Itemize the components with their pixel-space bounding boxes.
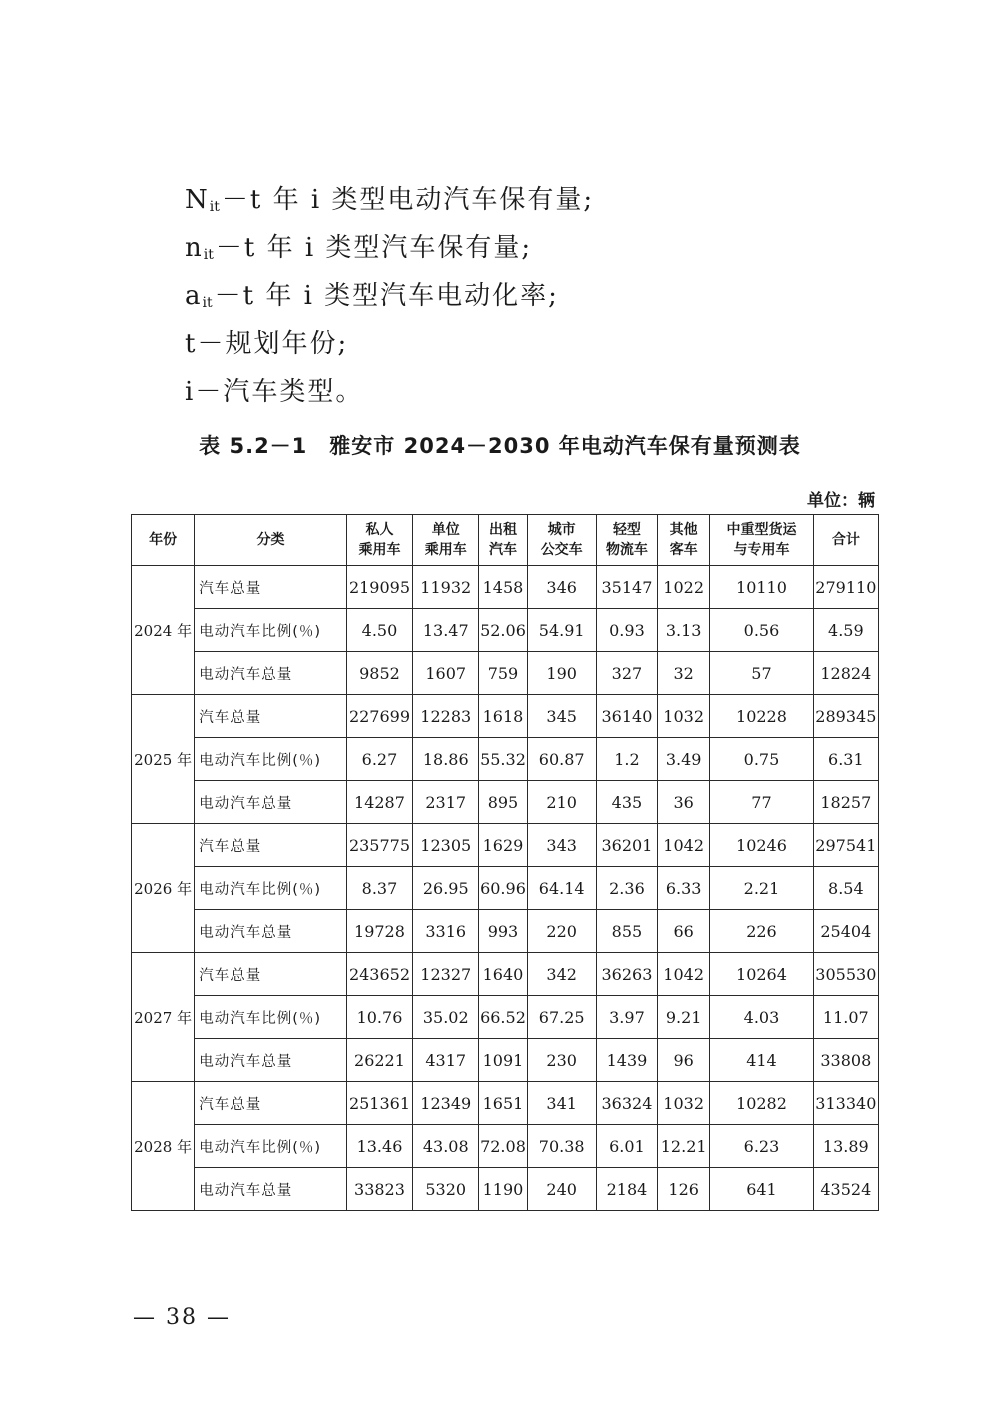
category-cell: 电动汽车比例(％) <box>195 738 347 781</box>
value-cell: 4317 <box>413 1039 479 1082</box>
value-cell: 1022 <box>658 566 710 609</box>
value-cell: 1032 <box>658 695 710 738</box>
value-cell: 35.02 <box>413 996 479 1039</box>
value-cell: 279110 <box>813 566 878 609</box>
value-cell: 4.50 <box>346 609 412 652</box>
category-cell: 电动汽车比例(％) <box>195 996 347 1039</box>
table-row <box>132 738 879 781</box>
value-cell: 243652 <box>346 953 412 996</box>
unit-label: 单位：辆 <box>807 491 875 511</box>
value-cell: 26221 <box>346 1039 412 1082</box>
value-cell: 346 <box>527 566 596 609</box>
value-cell: 10228 <box>710 695 813 738</box>
table-row <box>132 867 879 910</box>
value-cell: 1618 <box>479 695 527 738</box>
value-cell: 6.33 <box>658 867 710 910</box>
value-cell: 32 <box>658 652 710 695</box>
value-cell: 13.46 <box>346 1125 412 1168</box>
value-cell: 96 <box>658 1039 710 1082</box>
value-cell: 35147 <box>596 566 657 609</box>
value-cell: 36263 <box>596 953 657 996</box>
value-cell: 36324 <box>596 1082 657 1125</box>
value-cell: 6.01 <box>596 1125 657 1168</box>
category-cell: 电动汽车总量 <box>195 781 347 824</box>
value-cell: 1629 <box>479 824 527 867</box>
value-cell: 64.14 <box>527 867 596 910</box>
table-body <box>132 566 879 1211</box>
value-cell: 4.03 <box>710 996 813 1039</box>
value-cell: 6.23 <box>710 1125 813 1168</box>
category-cell: 电动汽车总量 <box>195 1168 347 1211</box>
value-cell: 220 <box>527 910 596 953</box>
year-cell: 2027 年 <box>132 953 195 1082</box>
column-header: 轻型 物流车 <box>596 515 657 566</box>
value-cell: 55.32 <box>479 738 527 781</box>
value-cell: 227699 <box>346 695 412 738</box>
def-text: －规划年份; <box>197 329 349 359</box>
table-row <box>132 824 879 867</box>
value-cell: 36140 <box>596 695 657 738</box>
value-cell: 993 <box>479 910 527 953</box>
value-cell: 33808 <box>813 1039 878 1082</box>
category-cell: 电动汽车比例(％) <box>195 1125 347 1168</box>
value-cell: 435 <box>596 781 657 824</box>
category-cell: 汽车总量 <box>195 953 347 996</box>
def-text: －t 年 i 类型电动汽车保有量; <box>221 185 595 215</box>
definition-line <box>185 320 885 368</box>
value-cell: 18257 <box>813 781 878 824</box>
value-cell: 2184 <box>596 1168 657 1211</box>
column-header: 中重型货运 与专用车 <box>710 515 813 566</box>
table-row <box>132 695 879 738</box>
year-cell: 2024 年 <box>132 566 195 695</box>
value-cell: 0.75 <box>710 738 813 781</box>
value-cell: 60.96 <box>479 867 527 910</box>
page-number: — 38 — <box>133 1305 231 1330</box>
value-cell: 12327 <box>413 953 479 996</box>
category-cell: 汽车总量 <box>195 1082 347 1125</box>
column-header: 其他 客车 <box>658 515 710 566</box>
def-symbol: n <box>185 233 204 263</box>
value-cell: 855 <box>596 910 657 953</box>
category-cell: 电动汽车总量 <box>195 910 347 953</box>
column-header: 合计 <box>813 515 878 566</box>
value-cell: 0.93 <box>596 609 657 652</box>
value-cell: 3.97 <box>596 996 657 1039</box>
value-cell: 19728 <box>346 910 412 953</box>
table-row <box>132 1082 879 1125</box>
table-title: 表 5.2－1 雅安市 2024－2030 年电动汽车保有量预测表 <box>199 434 801 458</box>
value-cell: 235775 <box>346 824 412 867</box>
value-cell: 1607 <box>413 652 479 695</box>
value-cell: 18.86 <box>413 738 479 781</box>
column-header: 分类 <box>195 515 347 566</box>
definition-line <box>185 368 885 416</box>
value-cell: 219095 <box>346 566 412 609</box>
value-cell: 43.08 <box>413 1125 479 1168</box>
def-text: －t 年 i 类型汽车电动化率; <box>214 281 559 311</box>
category-cell: 汽车总量 <box>195 566 347 609</box>
column-header: 年份 <box>132 515 195 566</box>
category-cell: 汽车总量 <box>195 695 347 738</box>
value-cell: 3.49 <box>658 738 710 781</box>
value-cell: 8.37 <box>346 867 412 910</box>
value-cell: 230 <box>527 1039 596 1082</box>
value-cell: 251361 <box>346 1082 412 1125</box>
table-row <box>132 652 879 695</box>
value-cell: 341 <box>527 1082 596 1125</box>
value-cell: 759 <box>479 652 527 695</box>
value-cell: 54.91 <box>527 609 596 652</box>
value-cell: 66.52 <box>479 996 527 1039</box>
value-cell: 297541 <box>813 824 878 867</box>
table-row <box>132 1125 879 1168</box>
value-cell: 6.27 <box>346 738 412 781</box>
value-cell: 305530 <box>813 953 878 996</box>
value-cell: 43524 <box>813 1168 878 1211</box>
category-cell: 汽车总量 <box>195 824 347 867</box>
value-cell: 26.95 <box>413 867 479 910</box>
value-cell: 10110 <box>710 566 813 609</box>
value-cell: 1042 <box>658 824 710 867</box>
value-cell: 70.38 <box>527 1125 596 1168</box>
value-cell: 77 <box>710 781 813 824</box>
value-cell: 12824 <box>813 652 878 695</box>
value-cell: 57 <box>710 652 813 695</box>
def-symbol: N <box>185 185 210 215</box>
table-row <box>132 609 879 652</box>
value-cell: 10264 <box>710 953 813 996</box>
year-cell: 2026 年 <box>132 824 195 953</box>
value-cell: 9852 <box>346 652 412 695</box>
value-cell: 1640 <box>479 953 527 996</box>
value-cell: 72.08 <box>479 1125 527 1168</box>
def-text: －t 年 i 类型汽车保有量; <box>215 233 533 263</box>
value-cell: 345 <box>527 695 596 738</box>
value-cell: 0.56 <box>710 609 813 652</box>
value-cell: 10246 <box>710 824 813 867</box>
value-cell: 33823 <box>346 1168 412 1211</box>
year-cell: 2025 年 <box>132 695 195 824</box>
value-cell: 5320 <box>413 1168 479 1211</box>
value-cell: 66 <box>658 910 710 953</box>
category-cell: 电动汽车比例(％) <box>195 609 347 652</box>
column-header: 单位 乘用车 <box>413 515 479 566</box>
value-cell: 126 <box>658 1168 710 1211</box>
value-cell: 10282 <box>710 1082 813 1125</box>
value-cell: 12283 <box>413 695 479 738</box>
table-row <box>132 953 879 996</box>
value-cell: 36201 <box>596 824 657 867</box>
value-cell: 226 <box>710 910 813 953</box>
def-symbol: i <box>185 377 196 407</box>
value-cell: 36 <box>658 781 710 824</box>
def-subscript: it <box>202 295 213 311</box>
value-cell: 1032 <box>658 1082 710 1125</box>
value-cell: 11.07 <box>813 996 878 1039</box>
value-cell: 414 <box>710 1039 813 1082</box>
value-cell: 14287 <box>346 781 412 824</box>
column-header: 私人 乘用车 <box>346 515 412 566</box>
def-subscript: it <box>209 199 220 215</box>
def-symbol: t <box>185 329 198 359</box>
value-cell: 13.47 <box>413 609 479 652</box>
ev-forecast-table <box>131 514 879 1211</box>
definition-line <box>185 224 885 272</box>
value-cell: 8.54 <box>813 867 878 910</box>
definition-line <box>185 272 885 320</box>
value-cell: 343 <box>527 824 596 867</box>
table-row <box>132 781 879 824</box>
value-cell: 12305 <box>413 824 479 867</box>
def-text: －汽车类型。 <box>195 377 364 407</box>
value-cell: 289345 <box>813 695 878 738</box>
category-cell: 电动汽车总量 <box>195 652 347 695</box>
def-symbol: a <box>185 281 203 311</box>
value-cell: 240 <box>527 1168 596 1211</box>
value-cell: 60.87 <box>527 738 596 781</box>
column-header: 城市 公交车 <box>527 515 596 566</box>
value-cell: 52.06 <box>479 609 527 652</box>
value-cell: 895 <box>479 781 527 824</box>
value-cell: 6.31 <box>813 738 878 781</box>
value-cell: 1439 <box>596 1039 657 1082</box>
value-cell: 4.59 <box>813 609 878 652</box>
value-cell: 1458 <box>479 566 527 609</box>
value-cell: 1042 <box>658 953 710 996</box>
value-cell: 25404 <box>813 910 878 953</box>
table-row <box>132 910 879 953</box>
table-row <box>132 566 879 609</box>
value-cell: 342 <box>527 953 596 996</box>
value-cell: 12349 <box>413 1082 479 1125</box>
table-row <box>132 1039 879 1082</box>
value-cell: 3316 <box>413 910 479 953</box>
def-subscript: it <box>203 247 214 263</box>
definition-line <box>185 176 885 224</box>
value-cell: 10.76 <box>346 996 412 1039</box>
value-cell: 2.36 <box>596 867 657 910</box>
year-cell: 2028 年 <box>132 1082 195 1211</box>
value-cell: 1.2 <box>596 738 657 781</box>
value-cell: 12.21 <box>658 1125 710 1168</box>
value-cell: 1190 <box>479 1168 527 1211</box>
table-row <box>132 996 879 1039</box>
value-cell: 1651 <box>479 1082 527 1125</box>
value-cell: 1091 <box>479 1039 527 1082</box>
value-cell: 327 <box>596 652 657 695</box>
value-cell: 641 <box>710 1168 813 1211</box>
value-cell: 3.13 <box>658 609 710 652</box>
value-cell: 2317 <box>413 781 479 824</box>
value-cell: 9.21 <box>658 996 710 1039</box>
value-cell: 190 <box>527 652 596 695</box>
value-cell: 11932 <box>413 566 479 609</box>
value-cell: 210 <box>527 781 596 824</box>
column-header: 出租 汽车 <box>479 515 527 566</box>
table-row <box>132 1168 879 1211</box>
value-cell: 313340 <box>813 1082 878 1125</box>
value-cell: 2.21 <box>710 867 813 910</box>
definitions-list <box>185 176 885 416</box>
value-cell: 67.25 <box>527 996 596 1039</box>
category-cell: 电动汽车比例(％) <box>195 867 347 910</box>
value-cell: 13.89 <box>813 1125 878 1168</box>
table-header-row <box>132 515 879 566</box>
category-cell: 电动汽车总量 <box>195 1039 347 1082</box>
